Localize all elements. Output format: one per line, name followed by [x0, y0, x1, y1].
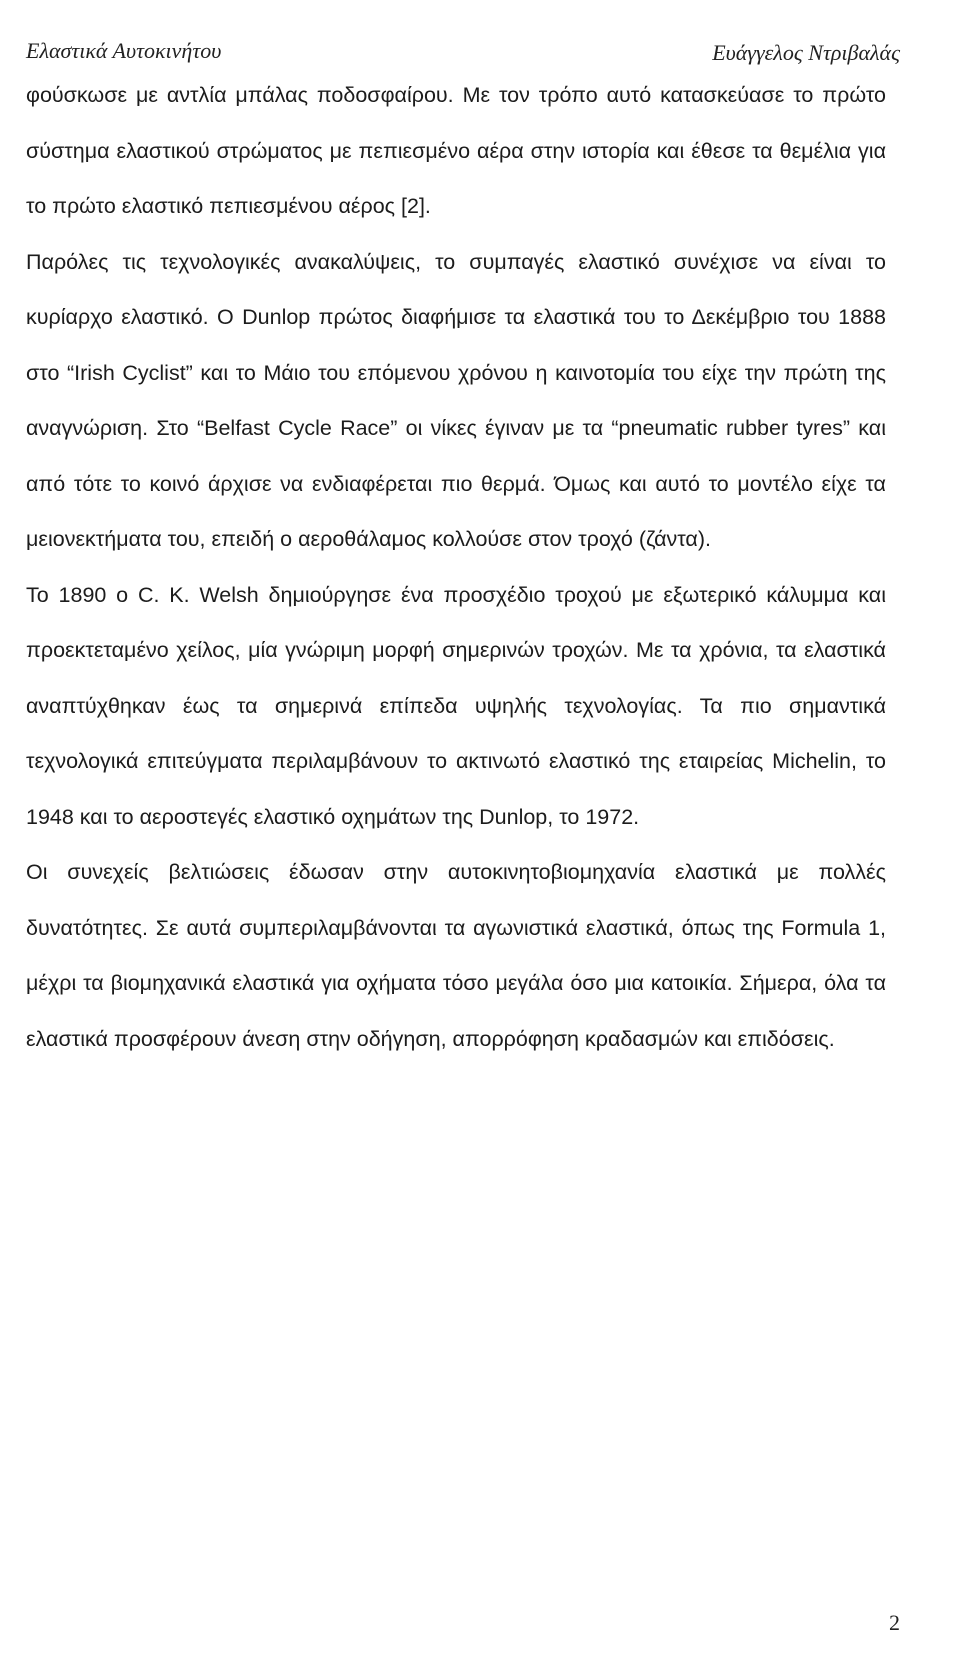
paragraph-dunlop: Παρόλες τις τεχνολογικές ανακαλύψεις, το συμπαγές ελαστικό συνέχισε να είναι το κυρίαρχο ελαστικό. Ο Dunlop πρώτος διαφήμισε τα ελαστικά του το Δεκέμβριο του 1888 στο “Irish Cyclist” και το Μάιο του επόμενου χρόνου η καινοτομία του είχε την πρώτη της αναγνώριση. Στο “Belfast Cycle Race” οι νίκες έγιναν με τα “pneumatic rubber tyres” και από τότε το κοινό άρχισε να ενδιαφέρεται πιο θερμά. Όμως και αυτό το μοντέλο είχε τα μειονεκτήματα του, επειδή ο αεροθάλαμος κολλούσε στον τροχό (ζάντα). — [26, 249, 886, 551]
body-text — [26, 68, 886, 1067]
paragraph-welsh: Το 1890 ο C. K. Welsh δημιούργησε ένα προσχέδιο τροχού με εξωτερικό κάλυμμα και προεκτεταμένο χείλος, μία γνώριμη μορφή σημερινών τροχών. Με τα χρόνια, τα ελαστικά αναπτύχθηκαν έως τα σημερινά επίπεδα υψηλής τεχνολογίας. Τα πιο σημαντικά τεχνολογικά επιτεύγματα περιλαμβάνουν το ακτινωτό ελαστικό της εταιρείας Michelin, το 1948 και το αεροστεγές ελαστικό οχημάτων της Dunlop, το 1972. — [26, 582, 886, 829]
running-header-title: Ελαστικά Αυτοκινήτου — [26, 38, 222, 63]
paragraph-continuation: φούσκωσε με αντλία μπάλας ποδοσφαίρου. Με τον τρόπο αυτό κατασκεύασε το πρώτο σύστημα ελαστικού στρώματος με πεπιεσμένο αέρα στην ιστορία και έθεσε τα θεμέλια για το πρώτο ελαστικό πεπιεσμένου αέρος [2]. — [26, 83, 886, 218]
running-header-author: Ευάγγελος Ντριβαλάς — [712, 40, 900, 65]
paragraph-improvements: Οι συνεχείς βελτιώσεις έδωσαν στην αυτοκινητοβιομηχανία ελαστικά με πολλές δυνατότητες. Σε αυτά συμπεριλαμβάνονται τα αγωνιστικά ελαστικά, όπως της Formula 1, μέχρι τα βιομηχανικά ελαστικά για οχήματα τόσο μεγάλα όσο μια κατοικία. Σήμερα, όλα τα ελαστικά προσφέρουν άνεση στην οδήγηση, απορρόφηση κραδασμών και επιδόσεις. — [26, 860, 886, 1051]
page-number: 2 — [889, 1610, 900, 1635]
